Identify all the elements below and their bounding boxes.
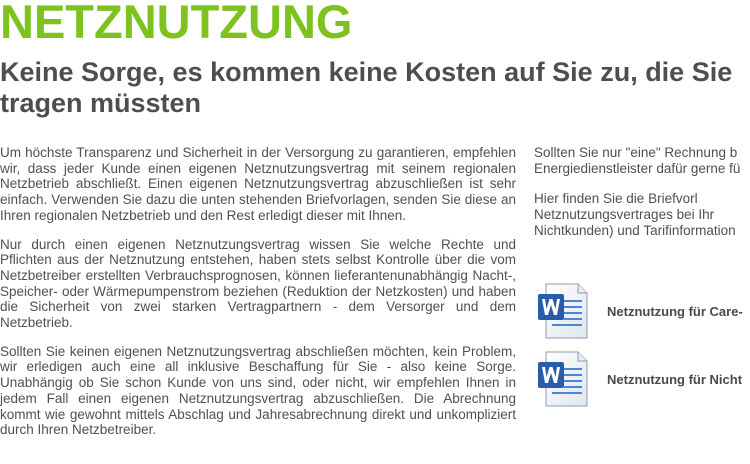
paragraph-transparency: Um höchste Transparenz und Sicherheit in der Versorgung zu garantieren, empfehlen wir, dass jeder Kunde einen eigenen Netznutzungsvertrag mit seinem regionalen Netzbetrieb abschließt. Einen eigenen Netznutzungsvertrag abzuschließen ist sehr einfach. Verwenden Sie dazu die unten stehenden Briefvorlagen, senden Sie diese an Ihren regionalen Netzbetrieb und den Rest erledigt dieser mit Ihnen. xyxy=(0,145,516,223)
paragraph-all-inclusive: Sollten Sie keinen eigenen Netznutzungsvertrag abschließen möchten, kein Problem, wir erledigen auch eine all inklusive Beschaffung für Sie - also keine Sorge. Unabhängig ob Sie schon Kunde von uns sind, oder nicht, wir empfehlen Ihnen in jedem Fall einen eigenen Netznutzungsvertrag abzuschließen. Die Abrechnung kommt wie gewohnt mittels Abschlag und Jahresabrechnung direkt und unkompliziert durch Ihren Netzbetreiber. xyxy=(0,343,516,438)
word-document-icon xyxy=(534,349,590,409)
page-title: NETZNUTZUNG xyxy=(0,0,353,48)
page-subtitle: Keine Sorge, es kommen keine Kosten auf Sie zu, die Sie tragen müssten xyxy=(0,57,733,118)
intro-text-column xyxy=(0,145,516,451)
templates-line-3: Nichtkunden) und Tarifinformation xyxy=(534,222,736,238)
paragraph-rights: Nur durch einen eigenen Netznutzungsvertrag wissen Sie welche Rechte und Pflichten aus der Netznutzung entstehen, haben stets selbst Kontrolle über die vom Netzbetreiber erstellten Verbrauchsprognosen, können lieferantenunabhängig Nacht-, Speicher- oder Wärmepumpenstrom beziehen (Reduktion der Netzkosten) und haben die Sicherheit von zwei starken Vertragpartnern - dem Versorger und dem Netzbetrieb. xyxy=(0,236,516,331)
templates-line-1: Hier finden Sie die Briefvorl xyxy=(534,191,698,207)
paragraph-templates xyxy=(534,191,750,238)
download-label-customers: Netznutzung für Care- xyxy=(607,303,743,319)
single-invoice-line-2: Energiedienstleister dafür gerne fü xyxy=(534,160,741,176)
paragraph-single-invoice xyxy=(534,145,750,176)
templates-line-2: Netznutzungsvertrages bei Ihr xyxy=(534,207,715,223)
download-link-non-customers[interactable] xyxy=(534,348,750,410)
word-document-icon xyxy=(534,281,590,341)
download-label-non-customers: Netznutzung für Nicht xyxy=(607,371,743,387)
info-text-column xyxy=(534,145,750,254)
single-invoice-line-1: Sollten Sie nur "eine" Rechnung b xyxy=(534,145,738,160)
download-link-customers[interactable] xyxy=(534,280,750,342)
